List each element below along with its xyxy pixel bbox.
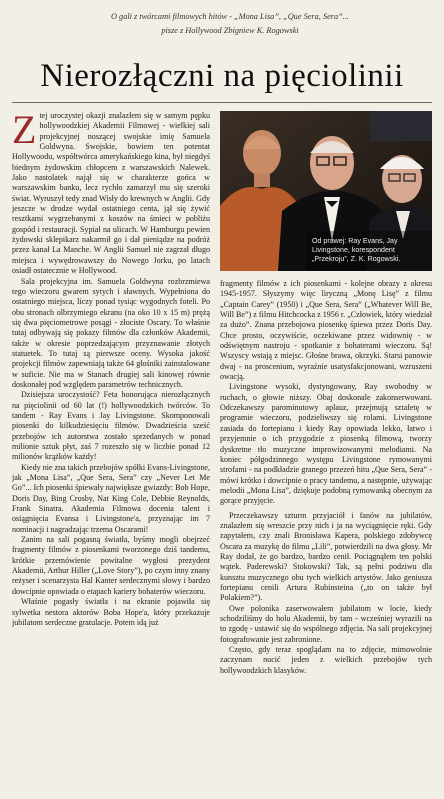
article-paragraph: Dzisiejsza uroczystość? Feta honorująca nierozłącznych na pięciolinii od 60 lat (!) hollywoodzkich twórców. To tandem - Ray Evans i Jay Livingstone. Skomponowali piosenki do kilkudziesięciu filmów. Dwadzieścia sześć przebojów ich autorstwa zostało sprzedanych w ponad milionie sztuk płyt, zaś 7 rozeszło się w liczbie ponad 12 milionów krążków każdy! — [12, 390, 210, 462]
headline-divider — [12, 102, 432, 103]
article-paragraph: Kiedy nie zna takich przebojów spółki Evans-Livingstone, jak „Mona Lisa”, „Que Sera, Sera” czy „Never Let Me Go”... Ich piosenki śpiewały największe gwiazdy: Bob Hope, Doris Day, Bing Crosby, Nat King Cole, Debbie Reynolds, Frank Sinatra. Akademia Filmowa docenia talent i osiągnięcia Evansa i Livingstone'a, przyznając im 7 nominacji i nagradzając trzema Oscarami! — [12, 462, 210, 534]
article-column-left — [12, 111, 210, 791]
article-headline: Nierozłączni na pięciolinii — [40, 58, 404, 94]
article-paragraph: Przeczekawszy szturm przyjaciół i fanów na jubilatów, znalazłem się wreszcie przy nich i ja na wyciągnięcie ręki. Gdy zapytałem, czy znali Bronisława Kapera, polskiego zdobywcę Oscara za muzykę do filmu „Lili”, potwierdzili na dwa głosy. Mr Ray dodał, że go bardzo, bardzo cenił. Pociągnąłem ten polski wątek. Paderewski? Stokowski? Tak, są pełni podziwu dla kunsztu muzycznego obu tych wielkich artystów. Jako geniusza fortepianu cenili Artura Rubinsteina („to on także był Polakiem?”). — [220, 510, 432, 603]
article-paragraph: Często, gdy teraz spoglądam na to zdjęcie, mimowolnie zaczynam nucić jeden z wielkich przebojów tych hollywoodzkich klasyków. — [220, 645, 432, 675]
intro-line-2: pisze z Hollywood Zbigniew K. Rogowski — [161, 26, 299, 35]
article-paragraph: Livingstone wysoki, dystyngowany, Ray swobodny w ruchach, o głowie niższy. Obaj doskonale zakonserwowani. Odczekawszy parominutowy aplauz, przejmują sztafetę w programie wieczoru, podzieliwszy się rolami. Livingstone zasiada do fortepianu i kiedy Ray opowiada lekko, łatwo i przyjemnie o ich przygodzie z piosenką filmową, tworzy dyskretne tło muzyczne improwizowanymi melodiami. Na koniec półgodzinnego występu Livingstone rymowanymi strofami - na podkładzie granego przezeń hitu „Que Sera, Sera” - mówi krótko i dowcipnie o pracy tandemu, a następnie, używając melodii „Mona Lisa”, dziękuje podobną rymowanką obecnym za gorące przyjęcie. — [220, 382, 432, 506]
photo-caption: Od prawej: Ray Evans, Jay Livingstone, korespondent „Przekroju”, Z. K. Rogowski. — [312, 237, 401, 263]
drop-cap: Z — [12, 111, 37, 152]
intro-line-1: O gali z twórcami filmowych hitów - „Mona Lisa”, „Que Sera, Sera”... — [110, 12, 349, 21]
article-paragraph: Zanim na sali pogasną światła, byśmy mogli obejrzeć fragmenty filmów z piosenkami tworzonego dziś tandemu, krótkie przemówienie powitalne wygłosi prezydent Akademii, Arthur Hiller („Love Story”), po czym inny znany reżyser i scenarzysta Hal Kanter serdecznymi słowy i bardzo dowcipnie opowiada o etapach kariery bohaterów wieczoru. — [12, 535, 210, 596]
article-column-right — [220, 279, 432, 791]
article-paragraph: Właśnie pogasły światła i na ekranie pojawiła się sylwetka nestora aktorów Boba Hope'a, który przekazuje jubilatom serdeczne gratulacje. Potem idą już — [12, 597, 210, 627]
article-paragraph: Ztej uroczystej okazji znalazłem się w samym pępku hollywoodzkiej Akademii Filmowej - wielkiej sali projekcyjnej noszącej swojskie imię Samuela Goldwyna. Swojskie, bowiem ten potentat Hollywoodu, współtwórca amerykańskiego kina, był niegdyś biednym żydowskim chłopcem z warszawskich Nalewek. Jako nastolatek najął się w charakterze gońca w warszawskim banku, lecz rychło zamarzył mu się szeroki świat. Wyruszył tedy znad Wisły do krewnych w Anglii. Gdy jeszcze w drodze wydał ostatniego centa, jął się żywić resztkami wygrzebanymi z koszów na śmieci w pobliżu gospód i restauracji. Sypiał na ulicach. W Hamburgu pewien żydowski sklepikarz nakarmił go i dał pieniądze na podróż przez kanał La Manche. W Anglii Samuel nie zagrzał długo miejsca i wywędrowawszy do Nowego Jorku, po latach osiadł ostatecznie w Hollywood. — [12, 111, 210, 276]
article-intro — [40, 10, 420, 38]
article-paragraph: fragmenty filmów z ich piosenkami - kolejne obrazy z okresu 1945-1957. Słyszymy więc liryczną „Monę Lisę” z filmu „Captain Carey” (1950) i „Que Sera, Sera” („Whatever Will Be, Will Be”) z filmu Hitchcocka z 1956 r. „Człowiek, który wiedział za dużo”. Znana przebojowa piosenkę śpiewa przez Doris Day. Chce prosto, oczywiście, oczekiwane przez widownię - w odświętnym nastroju - spotkanie z bohaterami wieczoru. Są! Wszyscy wstają z miejsc. Głośne brawa, okrzyki. Starsi panowie dwaj - na proscenium, wyraźnie usatysfakcjonowani, wzruszeni owacją. — [220, 279, 432, 382]
article-paragraph: Owe polonika zaserwowałem jubilatom w locie, kiedy schodziliśmy do holu Akademii, by tam - wcześniej wyrazili na to zgodę - ustawić się do wspólnego zdjęcia. Na sali projekcyjnej fotografowanie jest zabronione. — [220, 603, 432, 644]
article-paragraph: Sala projekcyjna im. Samuela Goldwyna rozbrzmiewa tego wieczoru gwarem sytych i sławnych. Wypełniona do ostatniego miejsca, liczy ponad tysiąc wygodnych foteli. Po obu stronach olbrzymiego ekranu (na oko 10 x 15 m) prężą się dwa pięciometrowe posągi - złociste Oscary. To właśnie tutaj odbywają się pokazy filmów dla członków Akademii, także w okresie poprzedzającym przyznawanie złotych statuetek. To tutaj są pierwsze oceny. Wysoka jakość projekcji filmów zapewniają także 64 głośniki zainstalowane w suficie. Nie ma w Stanach drugiej sali kinowej równie doskonałej pod względem parametrów technicznych. — [12, 276, 210, 389]
